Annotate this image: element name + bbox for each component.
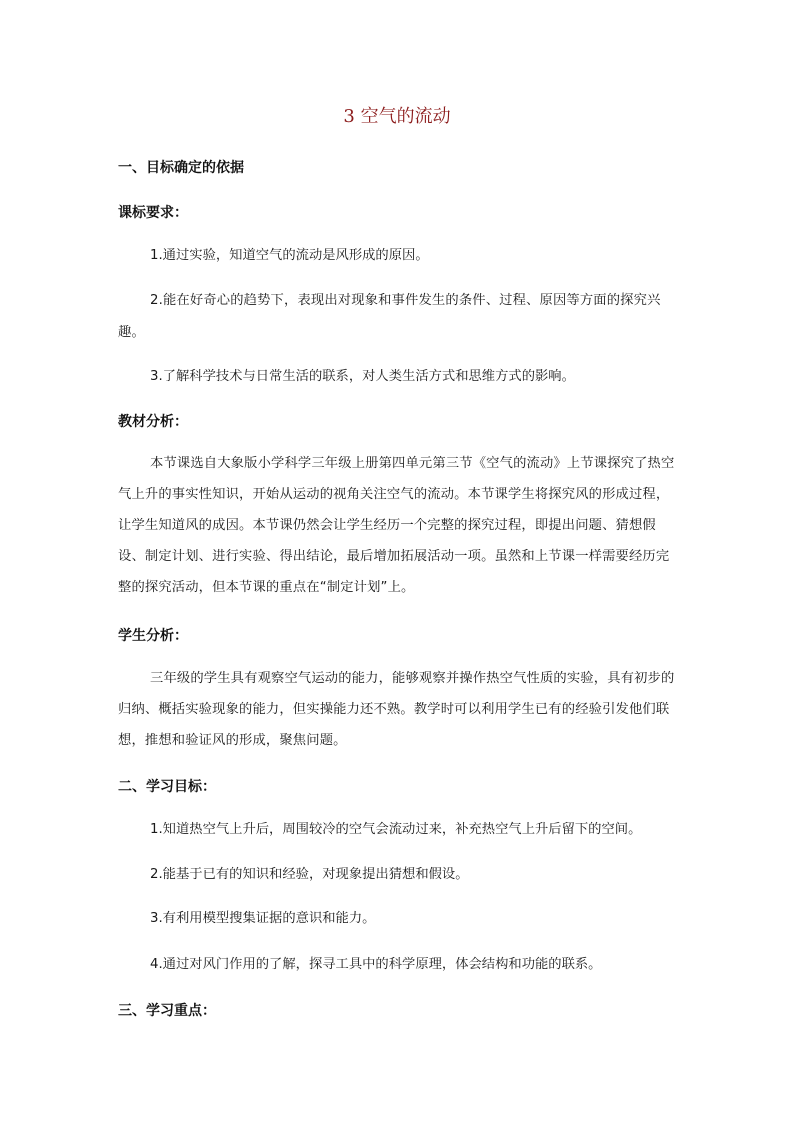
section-1-heading: 一、目标确定的依据 (118, 160, 244, 176)
section-3-heading: 三、学习重点： (118, 1003, 216, 1019)
objective-item-2: 2.能基于已有的知识和经验，对现象提出猜想和假设。 (150, 867, 469, 882)
objective-item-4: 4.通过对风门作用的了解，探寻工具中的科学原理，体会结构和功能的联系。 (150, 957, 602, 972)
curriculum-item-1: 1.通过实验，知道空气的流动是风形成的原因。 (150, 248, 429, 263)
objective-item-3: 3.有利用模型搜集证据的意识和能力。 (150, 911, 376, 926)
textbook-analysis-heading: 教材分析： (118, 414, 188, 430)
textbook-analysis-paragraph: 本节课选自大象版小学科学三年级上册第四单元第三节《空气的流动》上节课探究了热空气上升的事实性知识，开始从运动的视角关注空气的流动。本节课学生将探究风的形成过程，让学生知道风的成因。本节课仍然会让学生经历一个完整的探究过程，即提出问题、猜想假设、制定计划、进行实验、得出结论，最后增加拓展活动一项。虽然和上节课一样需要经历完整的探究活动，但本节课的重点在“制定计划”上。 (118, 456, 675, 595)
curriculum-heading: 课标要求： (118, 205, 188, 221)
curriculum-item-3: 3.了解科学技术与日常生活的联系，对人类生活方式和思维方式的影响。 (150, 369, 575, 384)
curriculum-item-2: 2.能在好奇心的趋势下，表现出对现象和事件发生的条件、过程、原因等方面的探究兴趣。 (118, 293, 661, 340)
student-analysis-heading: 学生分析： (118, 628, 188, 644)
objective-item-1: 1.知道热空气上升后，周围较冷的空气会流动过来，补充热空气上升后留下的空间。 (150, 822, 642, 837)
student-analysis-paragraph: 三年级的学生具有观察空气运动的能力，能够观察并操作热空气性质的实验，具有初步的归纳、概括实验现象的能力，但实操能力还不熟。教学时可以利用学生已有的经验引发他们联想，推想和验证风的形成，聚焦问题。 (118, 671, 675, 748)
section-2-heading: 二、学习目标： (118, 779, 216, 795)
document-title: 3 空气的流动 (343, 106, 451, 127)
